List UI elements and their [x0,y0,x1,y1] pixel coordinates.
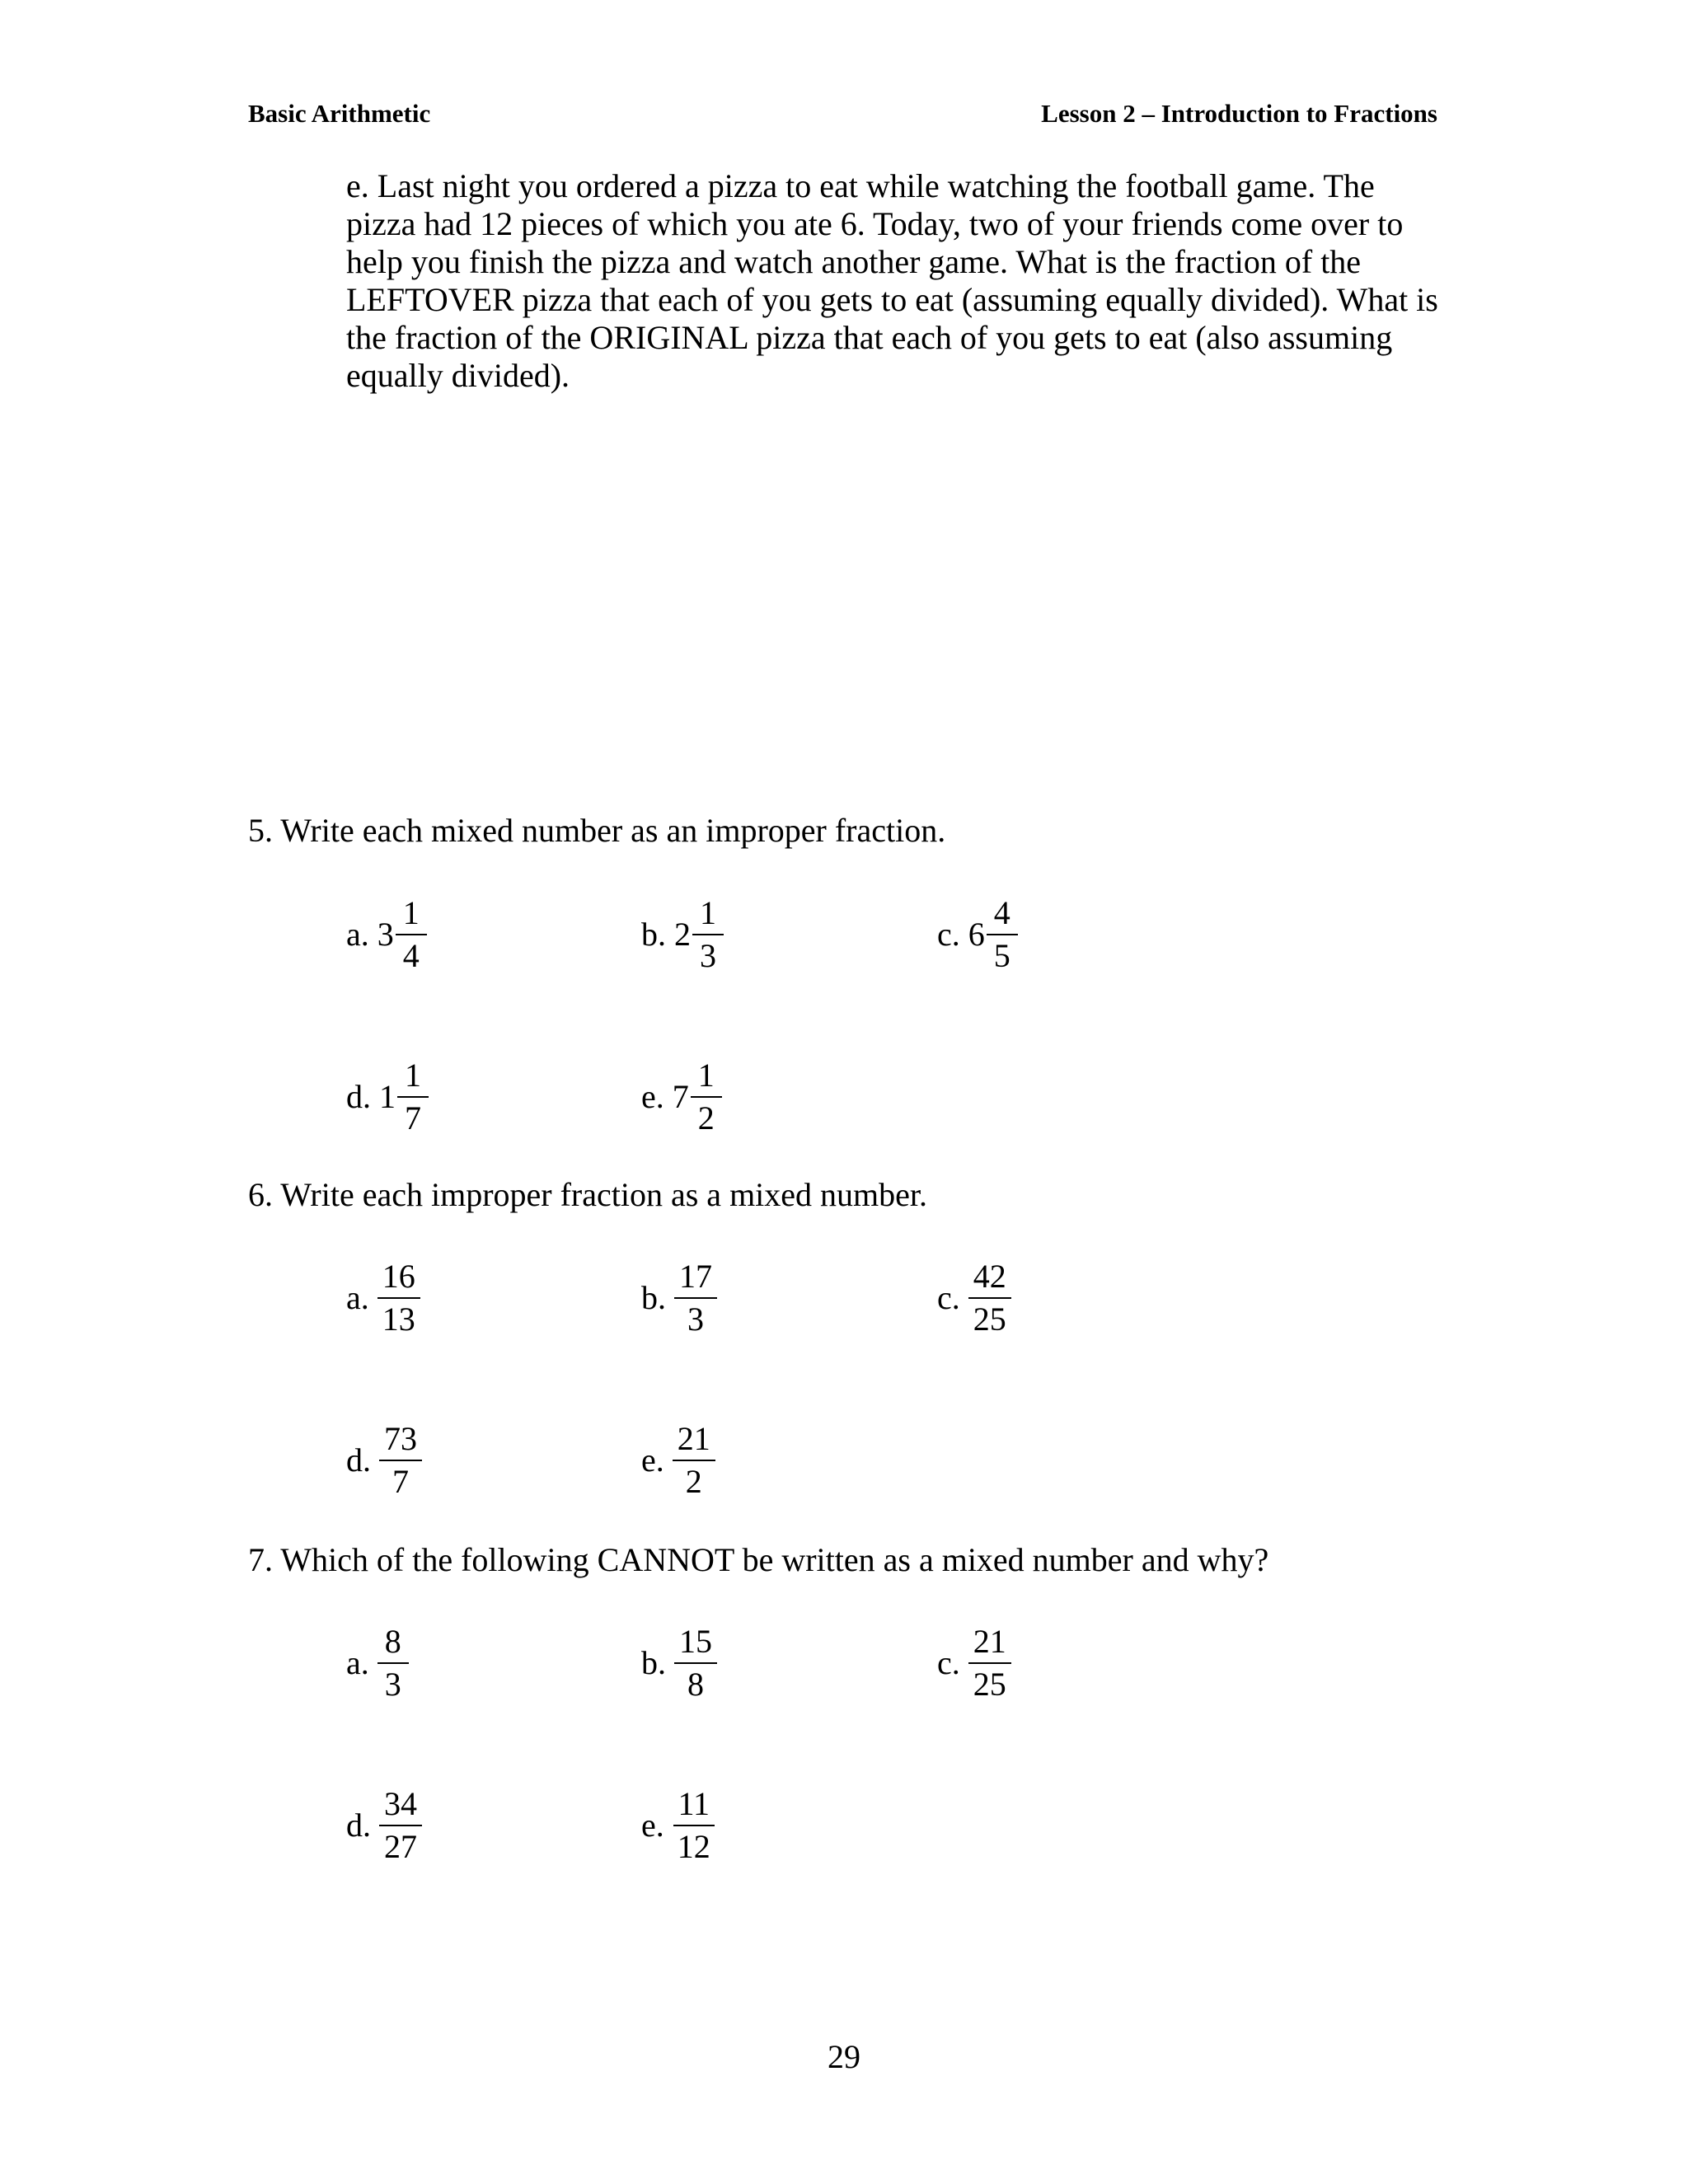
numerator: 11 [673,1788,715,1826]
numerator: 1 [396,897,427,935]
q7-item-c [937,1625,1011,1701]
q6-item-b [641,1260,717,1336]
running-header-left: Basic Arithmetic [248,99,431,128]
fraction [987,894,1018,974]
fraction [691,1059,722,1135]
q7-item-a [346,1625,409,1701]
q6-item-d [346,1422,422,1498]
denominator: 2 [685,1463,702,1500]
fraction [377,1625,409,1701]
fraction [674,1260,717,1336]
numerator: 21 [673,1422,715,1461]
item-letter: e. [641,1807,664,1844]
q5-item-c [937,894,1018,974]
item-letter: d. [346,1078,371,1115]
denominator: 5 [993,937,1010,974]
question-5-title: 5. Write each mixed number as an improper fraction. [248,812,946,849]
whole-number: 6 [968,916,985,953]
fraction [673,1785,715,1865]
q5-item-e [641,1059,722,1135]
whole-number: 3 [377,916,394,953]
fraction [396,894,427,974]
item-letter: c. [937,1279,960,1316]
fraction [379,1785,422,1865]
item-letter: d. [346,1807,371,1844]
numerator: 16 [377,1260,420,1299]
fraction [674,1625,717,1701]
numerator: 1 [692,897,724,935]
question-6-title: 6. Write each improper fraction as a mixed number. [248,1176,928,1213]
numerator: 1 [691,1059,722,1098]
denominator: 8 [687,1666,704,1703]
numerator: 34 [379,1788,422,1826]
numerator: 15 [674,1625,717,1664]
denominator: 3 [700,937,716,974]
fraction [397,1059,429,1135]
numerator: 73 [379,1422,422,1461]
denominator: 25 [973,1666,1006,1703]
item-letter: d. [346,1441,371,1479]
running-header-right: Lesson 2 – Introduction to Fractions [1041,99,1437,128]
item-letter: a. [346,1279,369,1316]
item-letter: a. [346,1644,369,1681]
fraction [379,1422,422,1498]
q7-item-b [641,1625,717,1701]
q5-item-a [346,894,427,974]
q6-item-a [346,1260,420,1336]
item-letter: e. [641,1441,664,1479]
q6-item-e [641,1422,715,1498]
item-letter: c. [937,1644,960,1681]
whole-number: 2 [674,916,691,953]
numerator: 21 [968,1625,1011,1664]
numerator: 17 [674,1260,717,1299]
denominator: 7 [392,1463,409,1500]
whole-number: 1 [379,1078,396,1115]
denominator: 25 [973,1301,1006,1338]
denominator: 3 [687,1301,704,1338]
q5-item-d [346,1059,429,1135]
item-letter: b. [641,1279,666,1316]
whole-number: 7 [672,1078,689,1115]
item-letter: b. [641,1644,666,1681]
numerator: 4 [987,897,1018,935]
denominator: 12 [677,1828,710,1865]
denominator: 27 [384,1828,417,1865]
q6-item-c [937,1260,1011,1336]
problem-4e-text: e. Last night you ordered a pizza to eat while watching the football game. The pizza had 12 pieces of which you ate 6. Today, two of your friends come over to help you finish the pizza and watch another game. What is the fraction of the LEFTOVER pizza that each of you gets to eat (assuming equally divided). What is the fraction of the ORIGINAL pizza that each of you gets to eat (also assuming equally divided). [346,167,1438,394]
denominator: 2 [697,1099,715,1137]
item-letter: e. [641,1078,664,1115]
numerator: 8 [377,1625,409,1664]
item-letter: b. [641,916,666,953]
q7-item-d [346,1785,422,1865]
item-letter: c. [937,916,960,953]
fraction [673,1422,715,1498]
fraction [377,1260,420,1336]
denominator: 4 [402,937,420,974]
denominator: 7 [405,1099,421,1137]
q5-item-b [641,894,724,974]
numerator: 1 [397,1059,429,1098]
numerator: 42 [968,1260,1011,1299]
item-letter: a. [346,916,369,953]
fraction [968,1625,1011,1701]
denominator: 13 [382,1301,415,1338]
denominator: 3 [384,1666,401,1703]
question-7-title: 7. Which of the following CANNOT be written as a mixed number and why? [248,1541,1269,1578]
fraction [692,894,724,974]
fraction [968,1260,1011,1336]
page-number: 29 [828,2038,860,2075]
q7-item-e [641,1785,715,1865]
